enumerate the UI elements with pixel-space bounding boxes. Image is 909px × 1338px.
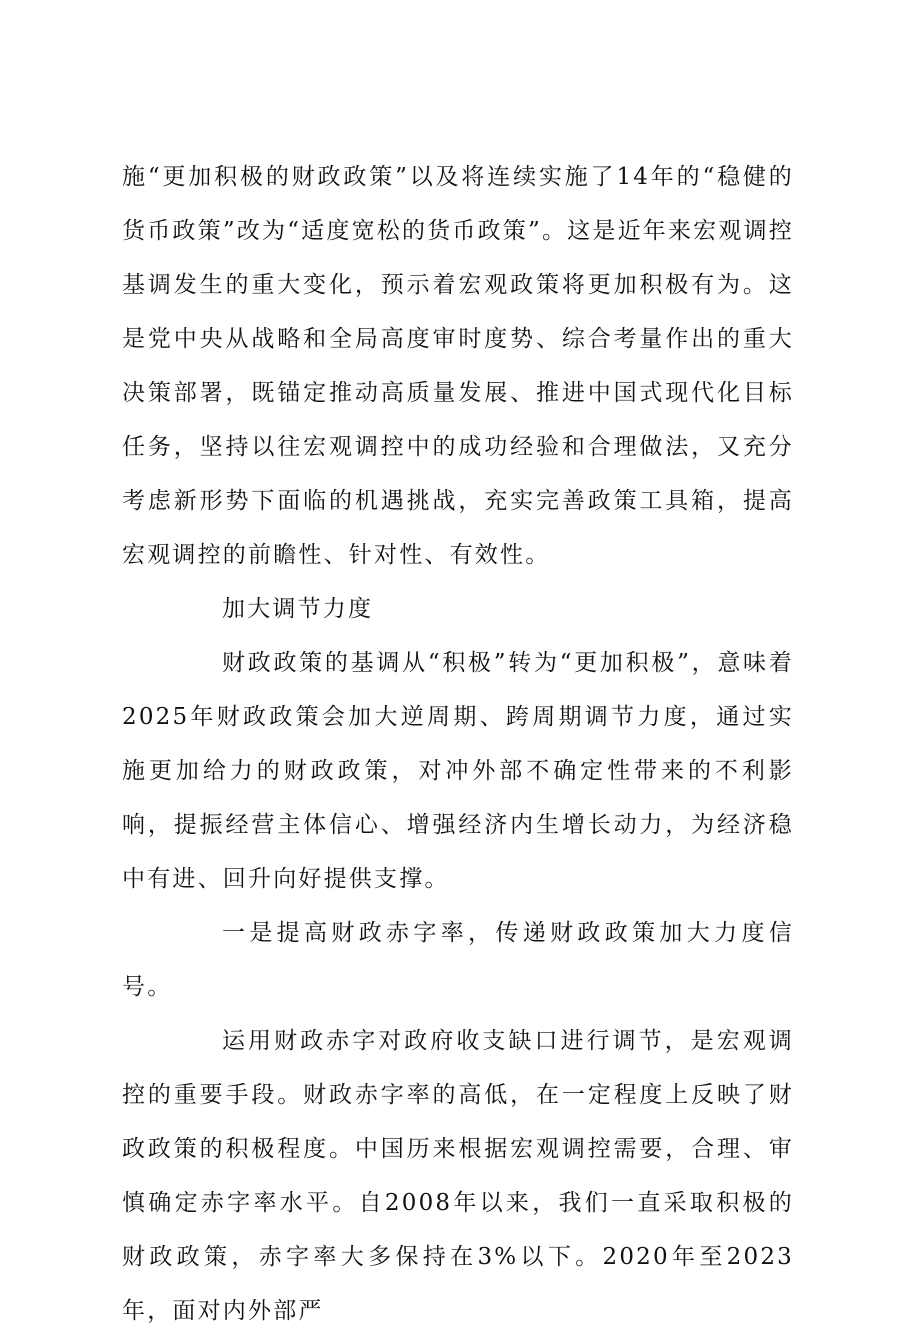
paragraph-point-one: 一是提高财政赤字率，传递财政政策加大力度信号。 xyxy=(122,920,794,1000)
document-body xyxy=(122,150,794,1338)
paragraph-fiscal-policy: 财政政策的基调从“积极”转为“更加积极”，意味着2025年财政政策会加大逆周期、跨周期调节力度，通过实施更加给力的财政政策，对冲外部不确定性带来的不利影响，提振经营主体信心、增强经济内生增长动力，为经济稳中有进、回升向好提供支撑。 xyxy=(122,650,794,892)
paragraph-deficit: 运用财政赤字对政府收支缺口进行调节，是宏观调控的重要手段。财政赤字率的高低，在一定程度上反映了财政政策的积极程度。中国历来根据宏观调控需要，合理、审慎确定赤字率水平。自2008年以来，我们一直采取积极的财政政策，赤字率大多保持在3%以下。2020年至2023年，面对内外部严 xyxy=(122,1028,794,1324)
section-heading: 加大调节力度 xyxy=(222,596,374,622)
paragraph-continuation: 施“更加积极的财政政策”以及将连续实施了14年的“稳健的货币政策”改为“适度宽松的货币政策”。这是近年来宏观调控基调发生的重大变化，预示着宏观政策将更加积极有为。这是党中央从战略和全局高度审时度势、综合考量作出的重大决策部署，既锚定推动高质量发展、推进中国式现代化目标任务，坚持以往宏观调控中的成功经验和合理做法，又充分考虑新形势下面临的机遇挑战，充实完善政策工具箱，提高宏观调控的前瞻性、针对性、有效性。 xyxy=(122,164,794,568)
